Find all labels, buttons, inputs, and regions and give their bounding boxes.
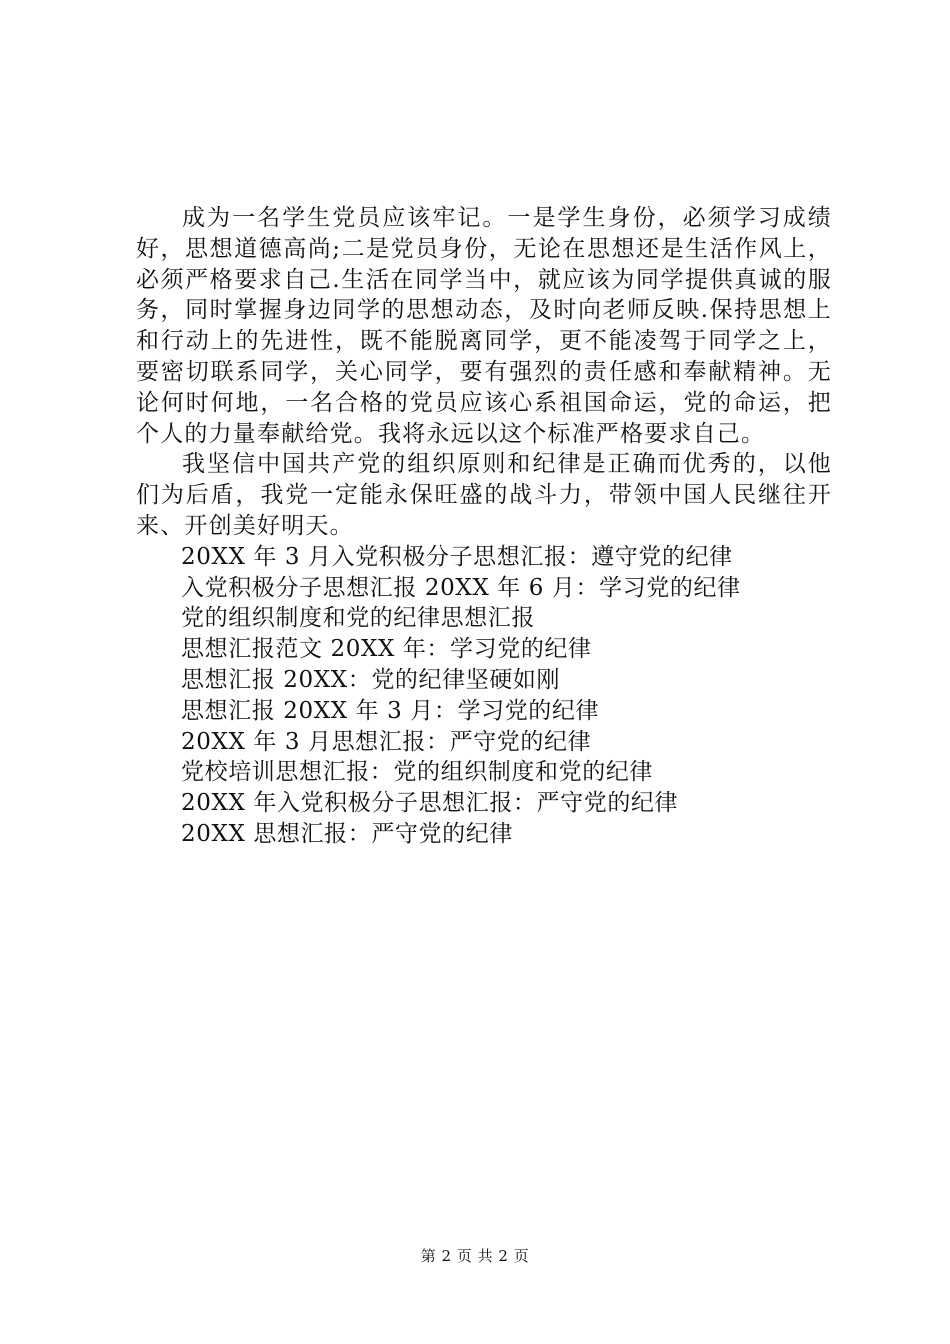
related-article-item: 思想汇报 20XX：党的纪律坚硬如刚	[181, 666, 561, 693]
related-article-item: 思想汇报 20XX 年 3 月：学习党的纪律	[181, 697, 600, 724]
related-article-item: 20XX 年 3 月思想汇报：严守党的纪律	[181, 728, 592, 755]
related-article-item: 思想汇报范文 20XX 年：学习党的纪律	[181, 636, 592, 663]
related-article-item: 20XX 年 3 月入党积极分子思想汇报：遵守党的纪律	[181, 543, 733, 570]
document-body	[136, 203, 832, 850]
related-article-item: 20XX 思想汇报：严守党的纪律	[181, 820, 513, 847]
paragraph-party-discipline: 我坚信中国共产党的组织原则和纪律是正确而优秀的，以他们为后盾，我党一定能永保旺盛的战斗力，带领中国人民继往开来、开创美好明天。	[136, 451, 832, 539]
related-articles-list	[136, 542, 832, 850]
page-number-footer: 第 2 页 共 2 页	[420, 1247, 530, 1265]
related-article-item: 党校培训思想汇报：党的组织制度和党的纪律	[181, 759, 653, 786]
related-article-item: 20XX 年入党积极分子思想汇报：严守党的纪律	[181, 790, 679, 817]
related-article-item: 入党积极分子思想汇报 20XX 年 6 月：学习党的纪律	[181, 574, 741, 601]
paragraph-student-party-member: 成为一名学生党员应该牢记。一是学生身份，必须学习成绩好，思想道德高尚;二是党员身份，无论在思想还是生活作风上，必须严格要求自己.生活在同学当中，就应该为同学提供真诚的服务，同时掌握身边同学的思想动态，及时向老师反映.保持思想上和行动上的先进性，既不能脱离同学，更不能凌驾于同学之上，要密切联系同学，关心同学，要有强烈的责任感和奉献精神。无论何时何地，一名合格的党员应该心系祖国命运，党的命运，把个人的力量奉献给党。我将永远以这个标准严格要求自己。	[136, 205, 832, 447]
related-article-item: 党的组织制度和党的纪律思想汇报	[181, 605, 535, 632]
